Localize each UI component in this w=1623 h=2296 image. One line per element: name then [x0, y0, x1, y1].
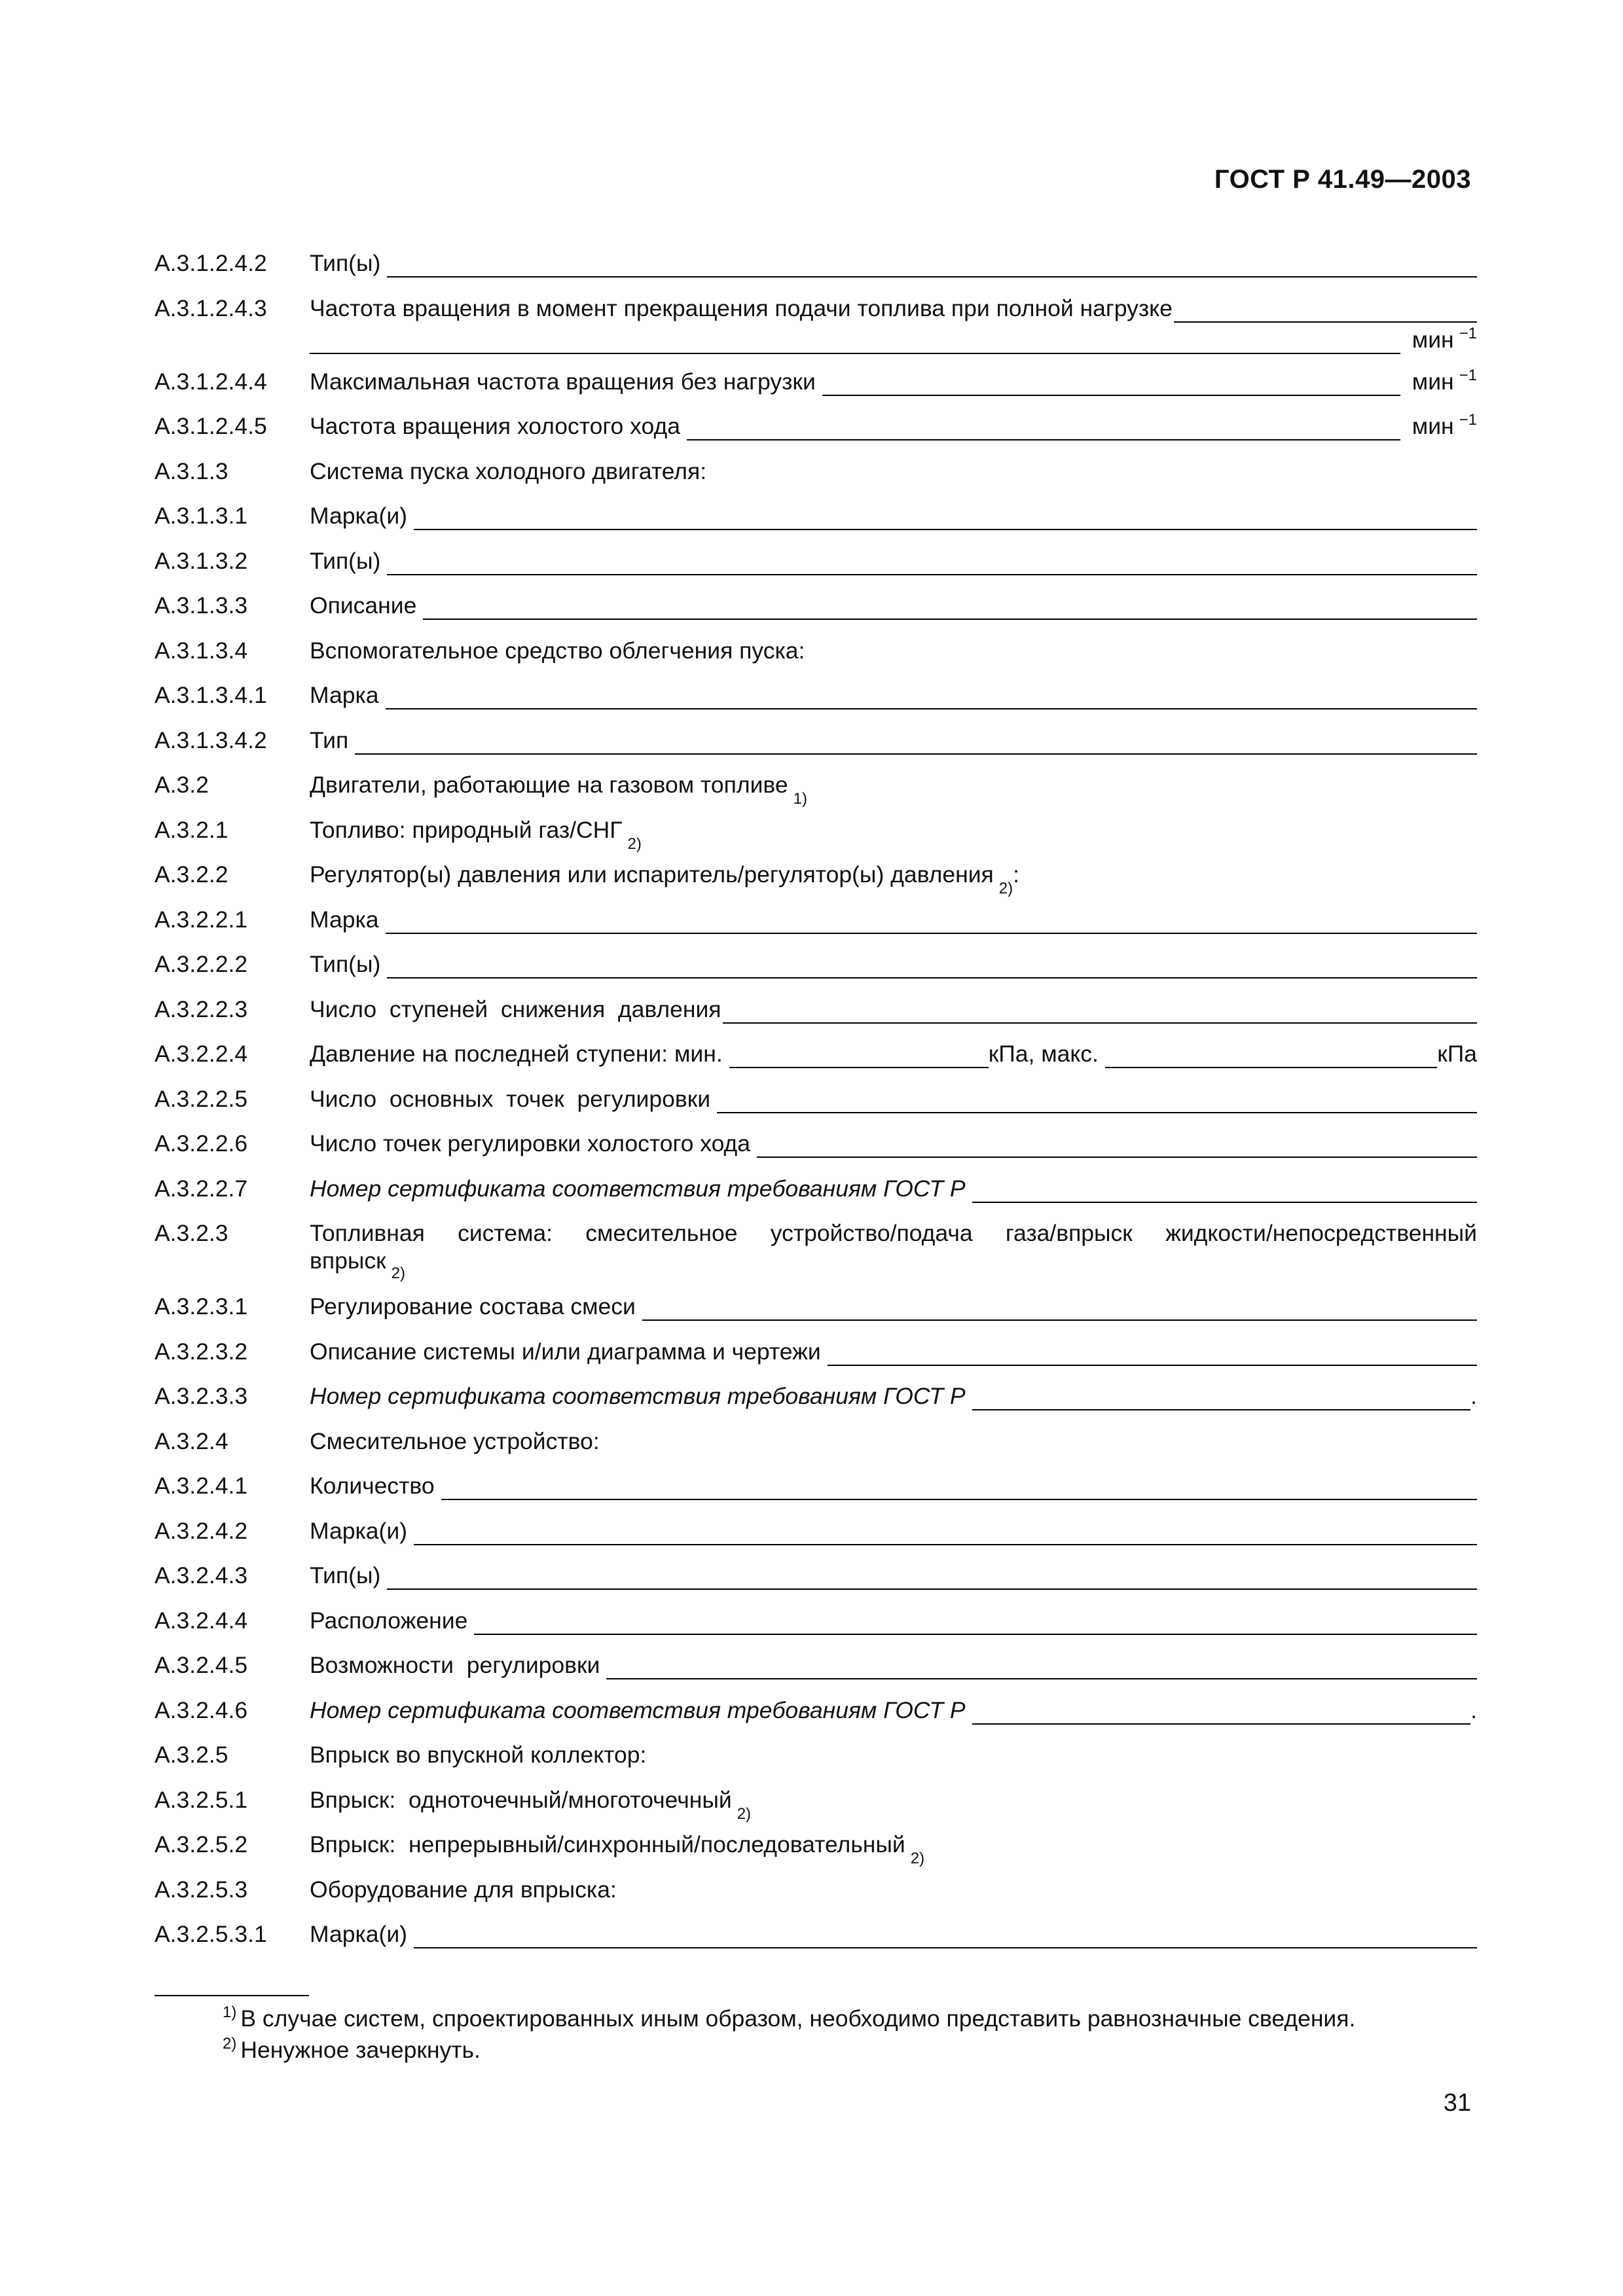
footnote: $^{1)}$ В случае систем, спроектированных иным образом, необходимо представить равнозначные сведения.	[223, 2003, 1356, 2032]
item-number: А.3.1.2.4.3	[155, 295, 267, 321]
item-label: Марка	[310, 682, 379, 708]
input-line[interactable]	[310, 331, 1400, 354]
item-number: А.3.2.4.2	[155, 1517, 248, 1544]
unit-label: мин $^{-1}$	[1412, 366, 1477, 395]
input-line[interactable]	[386, 687, 1477, 709]
item-label: Впрыск: непрерывный/синхронный/последовательный	[310, 1831, 905, 1857]
form-row	[155, 899, 1477, 944]
item-label: Тип(ы)	[310, 250, 381, 276]
item-label: Давление на последней ступени: мин.	[310, 1041, 723, 1067]
item-number: А.3.1.2.4.2	[155, 250, 267, 276]
footnote-divider	[155, 1995, 309, 1996]
item-label: Тип	[310, 726, 349, 753]
item-number: А.3.2.4.1	[155, 1473, 248, 1499]
section-heading: Впрыск во впускной коллектор:	[310, 1742, 647, 1768]
item-number: А.3.2.2	[155, 861, 228, 888]
item-label-continued: впрыск	[310, 1247, 386, 1274]
form-row: А.3.2 Двигатели, работающие на газовом топливе 1)	[155, 772, 807, 808]
item-number: А.3.2.2.2	[155, 951, 248, 977]
form-row	[155, 584, 1477, 630]
item-number: А.3.2.2.7	[155, 1175, 248, 1202]
page-number: 31	[1443, 2089, 1471, 2117]
form-rows	[155, 242, 1477, 1958]
form-row	[155, 1078, 1477, 1123]
input-line[interactable]	[414, 1522, 1477, 1545]
item-label: Тип(ы)	[310, 951, 381, 977]
input-line[interactable]	[423, 597, 1477, 620]
item-number: А.3.2.4.6	[155, 1696, 248, 1723]
input-line[interactable]	[387, 956, 1477, 978]
item-label: Номер сертификата соответствия требованиям ГОСТ Р	[310, 1696, 966, 1723]
input-line[interactable]	[387, 255, 1477, 278]
section-heading: Вспомогательное средство облегчения пуска:	[310, 637, 805, 664]
form-row: А.3.2.2 Регулятор(ы) давления или испаритель/регулятор(ы) давления 2) :	[155, 861, 1019, 897]
section-heading: Смесительное устройство:	[310, 1427, 600, 1454]
section-heading: Оборудование для впрыска:	[310, 1876, 617, 1903]
item-number: А.3.2.2.6	[155, 1130, 248, 1157]
item-label: Тип(ы)	[310, 1562, 381, 1588]
input-line[interactable]	[642, 1298, 1477, 1321]
form-row	[155, 1168, 1477, 1213]
item-number: А.3.2.4.3	[155, 1562, 248, 1588]
item-number: А.3.2.5	[155, 1742, 228, 1768]
item-number: А.3.2.5.3	[155, 1876, 248, 1903]
form-row	[155, 1644, 1477, 1689]
form-row	[155, 1554, 1477, 1600]
item-label: Количество	[310, 1473, 435, 1499]
item-label: Частота вращения в момент прекращения подачи топлива при полной нагрузке	[310, 295, 1173, 321]
form-row	[155, 495, 1477, 540]
unit-label: кПа	[1437, 1041, 1477, 1067]
item-label: Номер сертификата соответствия требованиям ГОСТ Р	[310, 1175, 966, 1202]
unit-label: мин $^{-1}$	[1412, 411, 1477, 439]
input-line[interactable]	[717, 1090, 1477, 1113]
footnote: $^{2)}$ Ненужное зачеркнуть.	[223, 2035, 481, 2063]
item-number: А.3.1.3.3	[155, 592, 248, 619]
unit-label: мин $^{-1}$	[1412, 324, 1477, 353]
form-row	[155, 1734, 1477, 1779]
item-label: Марка(и)	[310, 1517, 407, 1544]
form-row	[155, 1122, 1477, 1168]
item-number: А.3.2.3	[155, 1220, 228, 1246]
item-label: Расположение	[310, 1607, 468, 1634]
item-number: А.3.2.3.3	[155, 1383, 248, 1409]
item-number: А.3.1.3	[155, 457, 228, 484]
input-line[interactable]	[822, 373, 1400, 396]
item-number: А.3.1.3.4.2	[155, 726, 267, 753]
input-line[interactable]	[414, 1926, 1477, 1948]
form-row	[155, 1033, 1477, 1078]
input-line[interactable]	[687, 418, 1400, 440]
form-row	[155, 1465, 1477, 1510]
input-line[interactable]	[757, 1135, 1477, 1158]
form-row	[155, 540, 1477, 585]
input-line[interactable]	[386, 911, 1477, 934]
form-row: А.3.2.1 Топливо: природный газ/СНГ 2)	[155, 816, 642, 853]
form-row: А.3.2.5.1 Впрыск: одноточечный/многоточечный 2)	[155, 1786, 752, 1823]
item-label: Частота вращения холостого хода	[310, 413, 680, 439]
item-label: Топливная система: смесительное устройство/подача газа/впрыск жидкости/непосредственный	[310, 1220, 1477, 1246]
footnotes	[223, 2003, 1355, 2066]
item-number: А.3.1.2.4.5	[155, 413, 267, 439]
item-number: А.3.2.2.4	[155, 1041, 248, 1067]
item-number: А.3.2.4.5	[155, 1652, 248, 1678]
item-label: Номер сертификата соответствия требованиям ГОСТ Р	[310, 1383, 966, 1409]
item-label: Марка(и)	[310, 503, 407, 529]
item-number: А.3.2.2.1	[155, 906, 248, 933]
min-pressure-input[interactable]	[729, 1045, 989, 1068]
input-line[interactable]	[414, 507, 1477, 530]
item-label: Описание системы и/или диаграмма и чертежи	[310, 1338, 821, 1365]
item-number: А.3.2	[155, 772, 209, 798]
item-number: А.3.2.5.1	[155, 1786, 248, 1813]
item-number: А.3.1.3.4.1	[155, 682, 267, 708]
item-number: А.3.2.4	[155, 1427, 228, 1454]
input-line[interactable]	[387, 1567, 1477, 1590]
form-row	[155, 287, 1477, 361]
item-number: А.3.2.3.2	[155, 1338, 248, 1365]
item-label: Описание	[310, 592, 417, 619]
input-line[interactable]	[474, 1612, 1477, 1635]
form-row	[155, 242, 1477, 287]
item-number: А.3.2.2.3	[155, 996, 248, 1022]
item-label: Число основных точек регулировки	[310, 1085, 711, 1112]
item-label: Топливо: природный газ/СНГ	[310, 816, 623, 843]
input-line[interactable]	[441, 1477, 1477, 1500]
form-row	[155, 1285, 1477, 1331]
unit-label: кПа, макс.	[988, 1041, 1099, 1067]
item-label: Марка(и)	[310, 1921, 407, 1947]
item-label: Число точек регулировки холостого хода	[310, 1130, 751, 1157]
item-number: А.3.2.4.4	[155, 1607, 248, 1634]
form-row: А.3.2.3 Топливная система: смесительное устройство/подача газа/впрыск жидкости/непосредственный впрыск 2)	[155, 1220, 1477, 1282]
item-number: А.3.1.3.1	[155, 503, 248, 529]
document-header: ГОСТ Р 41.49—2003	[1214, 165, 1471, 194]
input-line[interactable]	[972, 1388, 1471, 1410]
form-row: А.3.2.3.3 Номер сертификата соответствия требованиям ГОСТ Р .	[155, 1383, 1477, 1409]
form-row	[155, 1869, 1477, 1914]
item-label: Максимальная частота вращения без нагрузки	[310, 368, 816, 395]
item-label: Регулирование состава смеси	[310, 1293, 636, 1319]
item-label: Марка	[310, 906, 379, 933]
input-line[interactable]	[355, 732, 1477, 755]
form-row: А.3.2.4.6 Номер сертификата соответствия требованиям ГОСТ Р .	[155, 1696, 1477, 1723]
form-row	[155, 988, 1477, 1033]
input-line[interactable]	[723, 1001, 1477, 1024]
item-number: А.3.2.5.3.1	[155, 1921, 267, 1947]
input-line[interactable]	[387, 552, 1477, 575]
item-number: А.3.2.1	[155, 816, 228, 843]
item-number: А.3.2.3.1	[155, 1293, 248, 1319]
input-line[interactable]	[972, 1702, 1471, 1725]
form-row	[155, 1420, 1477, 1465]
form-row	[155, 361, 1477, 406]
input-line[interactable]	[972, 1180, 1477, 1203]
item-number: А.3.1.2.4.4	[155, 368, 267, 395]
max-pressure-input[interactable]	[1105, 1045, 1437, 1068]
item-number: А.3.2.2.5	[155, 1085, 248, 1112]
input-line[interactable]	[1174, 300, 1477, 323]
section-heading: Система пуска холодного двигателя:	[310, 457, 707, 484]
item-label: Тип(ы)	[310, 547, 381, 574]
form-row	[155, 1510, 1477, 1555]
form-row	[155, 943, 1477, 988]
form-row	[155, 1600, 1477, 1645]
form-row: А.3.2.5.2 Впрыск: непрерывный/синхронный/последовательный 2)	[155, 1831, 925, 1867]
item-number: А.3.1.3.4	[155, 637, 248, 664]
form-row	[155, 719, 1477, 764]
form-row	[155, 674, 1477, 719]
input-line[interactable]	[606, 1657, 1477, 1679]
item-number: А.3.1.3.2	[155, 547, 248, 574]
section-heading: Двигатели, работающие на газовом топливе	[310, 772, 788, 798]
input-line[interactable]	[828, 1343, 1477, 1366]
item-label: Число ступеней снижения давления	[310, 996, 721, 1022]
form-row	[155, 1331, 1477, 1376]
section-heading: Регулятор(ы) давления или испаритель/регулятор(ы) давления	[310, 861, 994, 888]
form-row	[155, 630, 1477, 675]
form-row	[155, 1913, 1477, 1958]
form-row	[155, 405, 1477, 450]
item-number: А.3.2.5.2	[155, 1831, 248, 1857]
item-label: Впрыск: одноточечный/многоточечный	[310, 1786, 732, 1813]
item-label: Возможности регулировки	[310, 1652, 600, 1678]
form-row	[155, 450, 1477, 495]
